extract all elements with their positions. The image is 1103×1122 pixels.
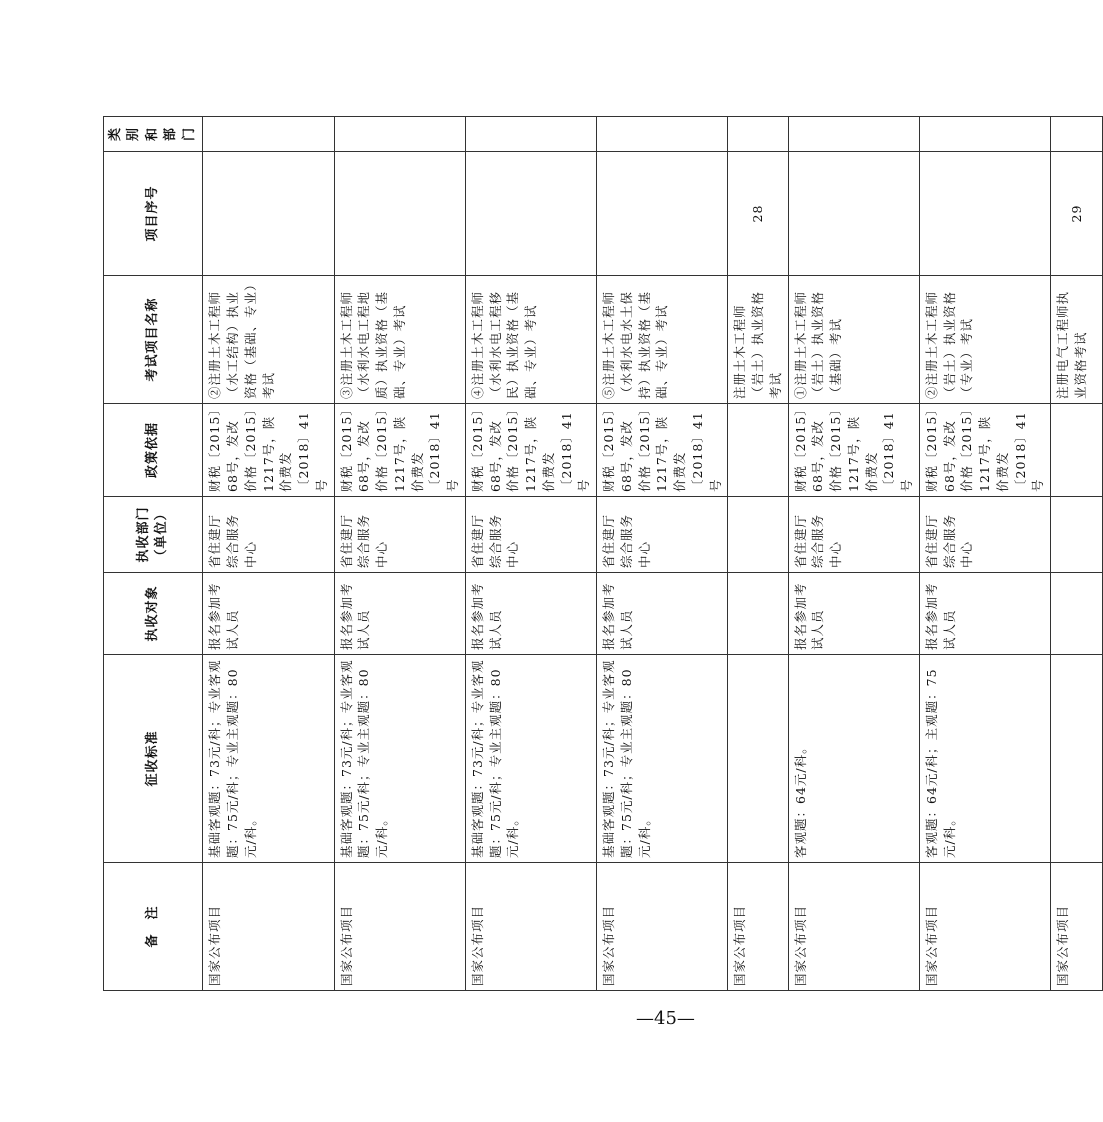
cell-category bbox=[728, 117, 788, 152]
cell-standard: 客观题：64元/科。 bbox=[788, 655, 919, 863]
cell-remark: 国家公布项目 bbox=[597, 863, 728, 991]
cell-target: 报名参加考试人员 bbox=[788, 573, 919, 655]
cell-item-no bbox=[203, 152, 334, 276]
cell-exam-name: ②注册土木工程师（岩土）执业资格（专业）考试 bbox=[919, 276, 1050, 404]
cell-dept: 省住建厅综合服务中心 bbox=[597, 497, 728, 573]
table-header-row bbox=[104, 117, 203, 991]
cell-item-no: 29 bbox=[1051, 152, 1103, 276]
cell-target: 报名参加考试人员 bbox=[597, 573, 728, 655]
cell-category bbox=[919, 117, 1050, 152]
cell-dept: 省住建厅综合服务中心 bbox=[334, 497, 465, 573]
header-item-no: 项目序号 bbox=[104, 152, 203, 276]
rotated-table-wrapper bbox=[103, 117, 1088, 991]
table-row bbox=[788, 117, 919, 991]
cell-target bbox=[1051, 573, 1103, 655]
table-row bbox=[1051, 117, 1103, 991]
cell-exam-name: ②注册土木工程师（水工结构）执业资格（基础、专业）考试 bbox=[203, 276, 334, 404]
cell-dept bbox=[728, 497, 788, 573]
cell-policy: 财税〔2015〕68号，发改价格〔2015〕1217号，陕价费发〔2018〕41号 bbox=[334, 404, 465, 497]
cell-remark: 国家公布项目 bbox=[919, 863, 1050, 991]
cell-dept bbox=[1051, 497, 1103, 573]
cell-category bbox=[788, 117, 919, 152]
table-row bbox=[334, 117, 465, 991]
cell-standard: 基础客观题：73元/科；专业客观题：75元/科；专业主观题：80元/科。 bbox=[597, 655, 728, 863]
header-exam-name: 考试项目名称 bbox=[104, 276, 203, 404]
cell-item-no bbox=[597, 152, 728, 276]
header-policy: 政策依据 bbox=[104, 404, 203, 497]
cell-remark: 国家公布项目 bbox=[203, 863, 334, 991]
cell-exam-name: ③注册土木工程师（水利水电工程地质）执业资格（基础、专业）考试 bbox=[334, 276, 465, 404]
cell-target: 报名参加考试人员 bbox=[334, 573, 465, 655]
cell-standard: 基础客观题：73元/科；专业客观题：75元/科；专业主观题：80元/科。 bbox=[334, 655, 465, 863]
cell-category bbox=[203, 117, 334, 152]
cell-category bbox=[334, 117, 465, 152]
cell-dept: 省住建厅综合服务中心 bbox=[203, 497, 334, 573]
cell-item-no bbox=[334, 152, 465, 276]
cell-exam-name: 注册土木工程师（岩土）执业资格考试 bbox=[728, 276, 788, 404]
cell-policy: 财税〔2015〕68号，发改价格〔2015〕1217号，陕价费发〔2018〕41号 bbox=[597, 404, 728, 497]
fee-table bbox=[103, 116, 1103, 991]
cell-dept: 省住建厅综合服务中心 bbox=[788, 497, 919, 573]
cell-exam-name: 注册电气工程师执业资格考试 bbox=[1051, 276, 1103, 404]
cell-remark: 国家公布项目 bbox=[334, 863, 465, 991]
cell-exam-name: ④注册土木工程师（水利水电工程移民）执业资格（基础、专业）考试 bbox=[465, 276, 596, 404]
cell-policy: 财税〔2015〕68号，发改价格〔2015〕1217号，陕价费发〔2018〕41号 bbox=[465, 404, 596, 497]
cell-standard bbox=[1051, 655, 1103, 863]
cell-standard bbox=[728, 655, 788, 863]
cell-policy: 财税〔2015〕68号，发改价格〔2015〕1217号，陕价费发〔2018〕41号 bbox=[788, 404, 919, 497]
table-body bbox=[203, 117, 1103, 991]
header-standard: 征收标准 bbox=[104, 655, 203, 863]
cell-item-no bbox=[465, 152, 596, 276]
table-row bbox=[919, 117, 1050, 991]
cell-remark: 国家公布项目 bbox=[1051, 863, 1103, 991]
cell-remark: 国家公布项目 bbox=[465, 863, 596, 991]
cell-policy bbox=[728, 404, 788, 497]
cell-exam-name: ⑤注册土木工程师（水利水电水土保持）执业资格（基础、专业）考试 bbox=[597, 276, 728, 404]
cell-category bbox=[1051, 117, 1103, 152]
cell-target bbox=[728, 573, 788, 655]
cell-dept: 省住建厅综合服务中心 bbox=[465, 497, 596, 573]
cell-policy: 财税〔2015〕68号，发改价格〔2015〕1217号，陕价费发〔2018〕41号 bbox=[919, 404, 1050, 497]
cell-item-no bbox=[788, 152, 919, 276]
table-row bbox=[597, 117, 728, 991]
cell-category bbox=[465, 117, 596, 152]
cell-standard: 基础客观题：73元/科；专业客观题：75元/科；专业主观题：80元/科。 bbox=[203, 655, 334, 863]
cell-exam-name: ①注册土木工程师（岩土）执业资格（基础）考试 bbox=[788, 276, 919, 404]
table-row bbox=[728, 117, 788, 991]
cell-target: 报名参加考试人员 bbox=[465, 573, 596, 655]
cell-standard: 基础客观题：73元/科；专业客观题：75元/科；专业主观题：80元/科。 bbox=[465, 655, 596, 863]
cell-remark: 国家公布项目 bbox=[788, 863, 919, 991]
header-dept: 执收部门（单位） bbox=[104, 497, 203, 573]
cell-target: 报名参加考试人员 bbox=[203, 573, 334, 655]
cell-item-no: 28 bbox=[728, 152, 788, 276]
table-row bbox=[465, 117, 596, 991]
page-number: —45— bbox=[636, 1008, 695, 1029]
header-target: 执收对象 bbox=[104, 573, 203, 655]
cell-policy: 财税〔2015〕68号，发改价格〔2015〕1217号，陕价费发〔2018〕41号 bbox=[203, 404, 334, 497]
cell-remark: 国家公布项目 bbox=[728, 863, 788, 991]
cell-dept: 省住建厅综合服务中心 bbox=[919, 497, 1050, 573]
cell-item-no bbox=[919, 152, 1050, 276]
table-row bbox=[203, 117, 334, 991]
cell-policy bbox=[1051, 404, 1103, 497]
cell-standard: 客观题：64元/科；主观题：75元/科。 bbox=[919, 655, 1050, 863]
header-remark: 备 注 bbox=[104, 863, 203, 991]
cell-category bbox=[597, 117, 728, 152]
cell-target: 报名参加考试人员 bbox=[919, 573, 1050, 655]
header-category: 类别和部门 bbox=[104, 117, 203, 152]
